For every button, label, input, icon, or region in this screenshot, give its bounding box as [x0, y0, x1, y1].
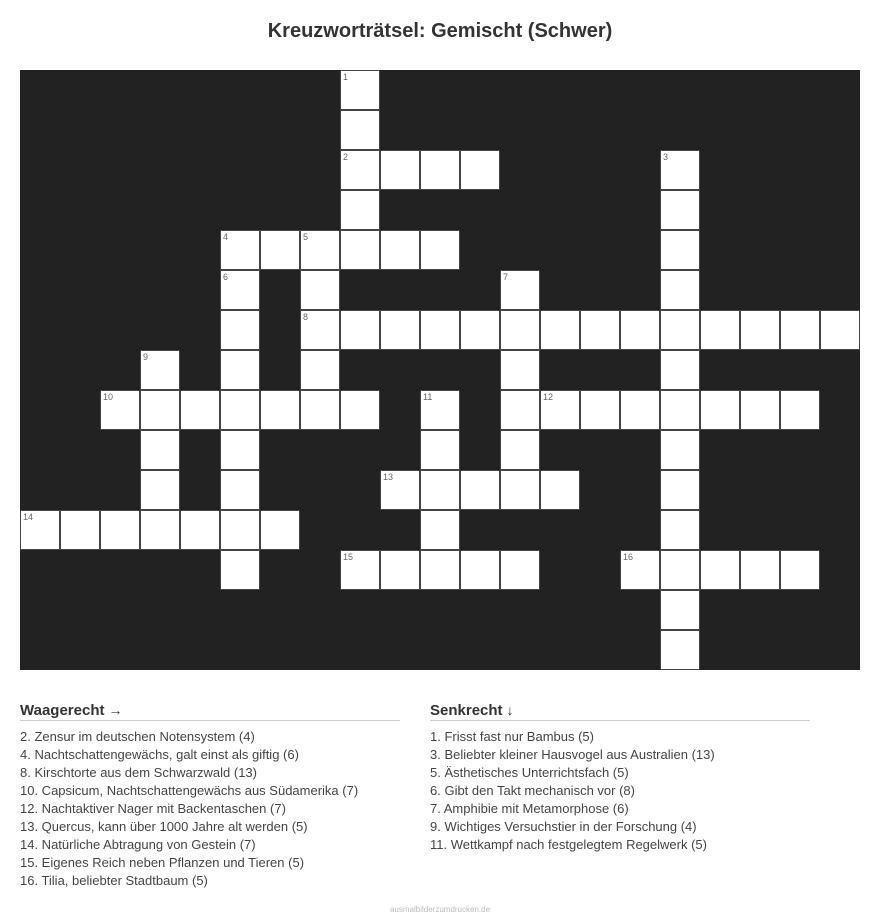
clue-number: 16: [623, 552, 634, 562]
grid-cell[interactable]: [140, 470, 180, 510]
across-clue-list: [20, 728, 400, 890]
grid-cell[interactable]: [500, 310, 540, 350]
across-heading: [20, 702, 400, 721]
across-clue: 2. Zensur im deutschen Notensystem (4): [20, 729, 255, 744]
grid-cell[interactable]: [660, 630, 700, 670]
grid-cell[interactable]: [460, 310, 500, 350]
grid-cell[interactable]: [660, 550, 700, 590]
grid-cell[interactable]: [740, 550, 780, 590]
grid-cell[interactable]: [220, 230, 260, 270]
down-clue: 7. Amphibie mit Metamorphose (6): [430, 801, 629, 816]
grid-cell[interactable]: [20, 510, 60, 550]
grid-cell[interactable]: [300, 230, 340, 270]
across-clue: 14. Natürliche Abtragung von Gestein (7): [20, 837, 256, 852]
grid-cell[interactable]: [180, 510, 220, 550]
down-clues: [430, 702, 810, 854]
clue-number: 9: [143, 352, 149, 362]
grid-cell[interactable]: [620, 550, 660, 590]
page-title: Kreuzworträtsel: Gemischt (Schwer): [267, 20, 613, 42]
grid-cell[interactable]: [340, 190, 380, 230]
grid-cell[interactable]: [460, 150, 500, 190]
grid-cell[interactable]: [220, 350, 260, 390]
grid-cell[interactable]: [380, 310, 420, 350]
grid-cell[interactable]: [500, 550, 540, 590]
across-clue: 16. Tilia, beliebter Stadtbaum (5): [20, 873, 208, 888]
grid-cell[interactable]: [500, 270, 540, 310]
grid-cell[interactable]: [140, 510, 180, 550]
clue-number: 8: [303, 312, 309, 322]
grid-cell[interactable]: [220, 430, 260, 470]
grid-cell[interactable]: [500, 470, 540, 510]
across-clues: [20, 702, 400, 890]
grid-cell[interactable]: [340, 550, 380, 590]
clue-number: 14: [23, 512, 34, 522]
grid-cell[interactable]: [620, 390, 660, 430]
grid-cell[interactable]: [460, 470, 500, 510]
grid-cell[interactable]: [260, 390, 300, 430]
grid-cell[interactable]: [420, 550, 460, 590]
clue-number: 12: [543, 392, 554, 402]
grid-cell[interactable]: [340, 150, 380, 190]
down-clue: 6. Gibt den Takt mechanisch vor (8): [430, 783, 635, 798]
grid-cell[interactable]: [140, 350, 180, 390]
across-clue: 4. Nachtschattengewächs, galt einst als giftig (6): [20, 747, 299, 762]
clue-number: 15: [343, 552, 354, 562]
grid-cell[interactable]: [420, 230, 460, 270]
grid-cell[interactable]: [660, 310, 700, 350]
grid-cell[interactable]: [300, 350, 340, 390]
grid-cell[interactable]: [700, 550, 740, 590]
clue-number: 1: [343, 72, 349, 82]
crossword-grid: [20, 70, 860, 670]
grid-cell[interactable]: [660, 470, 700, 510]
grid-cell[interactable]: [340, 70, 380, 110]
down-clue: 9. Wichtiges Versuchstier in der Forschung (4): [430, 819, 697, 834]
grid-cell[interactable]: [300, 270, 340, 310]
grid-cell[interactable]: [620, 310, 660, 350]
grid-cell[interactable]: [340, 390, 380, 430]
clue-number: 11: [423, 392, 433, 402]
down-heading-label: Senkrecht: [430, 702, 503, 719]
across-heading-label: Waagerecht: [20, 702, 105, 719]
grid-cell[interactable]: [580, 390, 620, 430]
grid-cell[interactable]: [660, 150, 700, 190]
grid-cell[interactable]: [780, 310, 820, 350]
grid-cell[interactable]: [140, 430, 180, 470]
grid-cell[interactable]: [380, 150, 420, 190]
clue-number: 13: [383, 472, 394, 482]
grid-cell[interactable]: [220, 510, 260, 550]
grid-cell[interactable]: [700, 390, 740, 430]
clue-number: 6: [223, 272, 229, 282]
grid-cell[interactable]: [740, 310, 780, 350]
down-clue: 5. Ästhetisches Unterrichtsfach (5): [430, 765, 629, 780]
down-clue: 11. Wettkampf nach festgelegtem Regelwerk (5): [430, 837, 707, 852]
grid-cell[interactable]: [220, 470, 260, 510]
across-clue: 8. Kirschtorte aus dem Schwarzwald (13): [20, 765, 257, 780]
grid-cell[interactable]: [660, 270, 700, 310]
grid-cell[interactable]: [220, 550, 260, 590]
grid-cell[interactable]: [660, 590, 700, 630]
grid-cell[interactable]: [100, 510, 140, 550]
down-clue: 1. Frisst fast nur Bambus (5): [430, 729, 594, 744]
grid-cell[interactable]: [660, 390, 700, 430]
down-clue: 3. Beliebter kleiner Hausvogel aus Australien (13): [430, 747, 715, 762]
grid-cell[interactable]: [140, 390, 180, 430]
grid-cell[interactable]: [780, 390, 820, 430]
grid-cell[interactable]: [660, 510, 700, 550]
grid-cell[interactable]: [660, 350, 700, 390]
grid-cell[interactable]: [660, 190, 700, 230]
arrow-right-icon: →: [108, 702, 123, 718]
grid-cell[interactable]: [380, 550, 420, 590]
grid-cell[interactable]: [540, 470, 580, 510]
across-clue: 12. Nachtaktiver Nager mit Backentaschen (7): [20, 801, 286, 816]
grid-cell[interactable]: [300, 310, 340, 350]
grid-cell[interactable]: [660, 430, 700, 470]
grid-cell[interactable]: [820, 310, 860, 350]
grid-cell[interactable]: [660, 230, 700, 270]
grid-cell[interactable]: [60, 510, 100, 550]
grid-cell[interactable]: [380, 470, 420, 510]
clue-number: 5: [303, 232, 309, 242]
clue-number: 10: [103, 392, 114, 402]
grid-cell[interactable]: [420, 510, 460, 550]
clue-number: 7: [503, 272, 509, 282]
grid-cell[interactable]: [500, 390, 540, 430]
clue-number: 2: [343, 152, 349, 162]
across-clue: 15. Eigenes Reich neben Pflanzen und Tieren (5): [20, 855, 305, 870]
grid-cell[interactable]: [100, 390, 140, 430]
grid-cell[interactable]: [260, 510, 300, 550]
grid-cell[interactable]: [500, 350, 540, 390]
grid-cell[interactable]: [500, 430, 540, 470]
grid-cell[interactable]: [540, 390, 580, 430]
grid-cell[interactable]: [420, 430, 460, 470]
down-clue-list: [430, 728, 810, 854]
grid-cell[interactable]: [420, 470, 460, 510]
down-heading: [430, 702, 810, 721]
grid-cell[interactable]: [340, 230, 380, 270]
grid-cell[interactable]: [180, 390, 220, 430]
grid-cell[interactable]: [700, 310, 740, 350]
grid-cell[interactable]: [380, 230, 420, 270]
across-clue: 13. Quercus, kann über 1000 Jahre alt werden (5): [20, 819, 308, 834]
grid-cell[interactable]: [300, 390, 340, 430]
clue-number: 3: [663, 152, 669, 162]
grid-cell[interactable]: [420, 390, 460, 430]
grid-cell[interactable]: [740, 390, 780, 430]
arrow-down-icon: ↓: [506, 702, 514, 718]
grid-cell[interactable]: [340, 110, 380, 150]
grid-cell[interactable]: [540, 310, 580, 350]
grid-cell[interactable]: [220, 310, 260, 350]
across-clue: 10. Capsicum, Nachtschattengewächs aus Südamerika (7): [20, 783, 359, 798]
grid-cell[interactable]: [460, 550, 500, 590]
grid-cell[interactable]: [780, 550, 820, 590]
grid-cell[interactable]: [580, 310, 620, 350]
clue-number: 4: [223, 232, 229, 242]
footer-source: ausmalbilderzumdrucken.de: [389, 905, 491, 914]
grid-cell[interactable]: [220, 390, 260, 430]
grid-cell[interactable]: [420, 310, 460, 350]
grid-cell[interactable]: [420, 150, 460, 190]
grid-cell[interactable]: [220, 270, 260, 310]
grid-cell[interactable]: [340, 310, 380, 350]
grid-cell[interactable]: [260, 230, 300, 270]
